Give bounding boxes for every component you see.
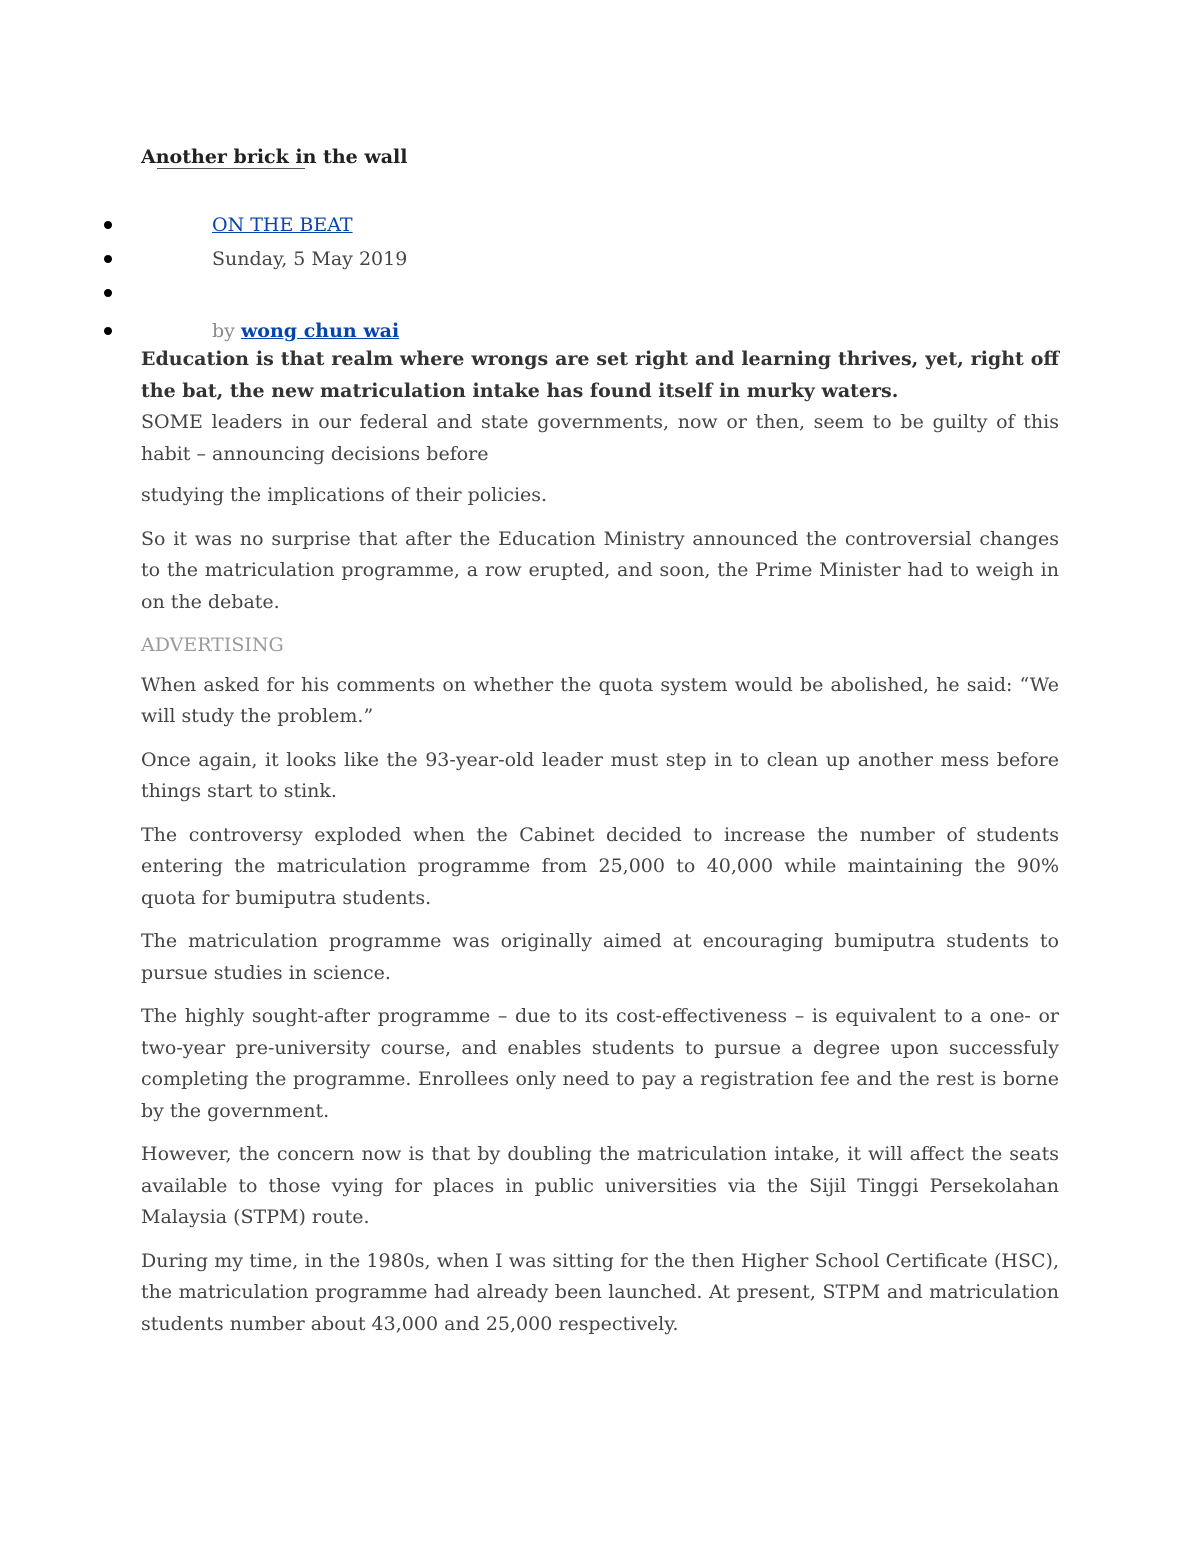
bullet-icon (104, 255, 112, 263)
meta-item-column (0, 208, 1200, 242)
article-lede: Education is that realm where wrongs are set right and learning thrives, yet, right off the bat, the new matriculation intake has found itself in murky waters. (141, 348, 1059, 402)
column-link[interactable]: ON THE BEAT (212, 214, 353, 236)
title-underline (157, 168, 305, 169)
paragraph: Once again, it looks like the 93-year-old leader must step in to clean up another mess before things start to stink. (141, 748, 1059, 802)
article-body (141, 344, 1059, 1352)
bullet-icon (104, 289, 112, 297)
advertising-label: ADVERTISING (141, 634, 284, 656)
paragraph: The matriculation programme was originally aimed at encouraging bumiputra students to pursue studies in science. (141, 930, 1059, 984)
paragraph: The highly sought-after programme – due to its cost-effectiveness – is equivalent to a one- or two-year pre-university course, and enables students to pursue a degree upon successfuly completing the programme. Enrollees only need to pay a registration fee and the rest is borne by the government. (141, 1005, 1059, 1122)
paragraph: SOME leaders in our federal and state governments, now or then, seem to be guilty of this habit – announcing decisions before (141, 411, 1059, 465)
meta-item-byline (0, 314, 1200, 348)
article-date: Sunday, 5 May 2019 (212, 248, 408, 270)
bullet-icon (104, 221, 112, 229)
article-title: Another brick in the wall (141, 146, 408, 168)
bullet-icon (104, 327, 112, 335)
paragraph: When asked for his comments on whether the quota system would be abolished, he said: “We will study the problem.” (141, 673, 1059, 727)
paragraph: The controversy exploded when the Cabinet decided to increase the number of students entering the matriculation programme from 25,000 to 40,000 while maintaining the 90% quota for bumiputra students. (141, 823, 1059, 909)
paragraph: However, the concern now is that by doubling the matriculation intake, it will affect the seats available to those vying for places in public universities via the Sijil Tinggi Persekolahan Malaysia (STPM) route. (141, 1143, 1059, 1228)
paragraph: studying the implications of their policies. (141, 484, 548, 506)
author-link[interactable]: wong chun wai (240, 320, 400, 342)
byline-prefix: by (212, 320, 235, 342)
paragraph: So it was no surprise that after the Education Ministry announced the controversial changes to the matriculation programme, a row erupted, and soon, the Prime Minister had to weigh in on the debate. (141, 527, 1059, 613)
article-meta-list (0, 208, 1200, 348)
paragraph: During my time, in the 1980s, when I was sitting for the then Higher School Certificate (HSC), the matriculation programme had already been launched. At present, STPM and matriculation students number about 43,000 and 25,000 respectively. (141, 1249, 1059, 1335)
meta-item-empty (0, 276, 1200, 314)
meta-item-date (0, 242, 1200, 276)
